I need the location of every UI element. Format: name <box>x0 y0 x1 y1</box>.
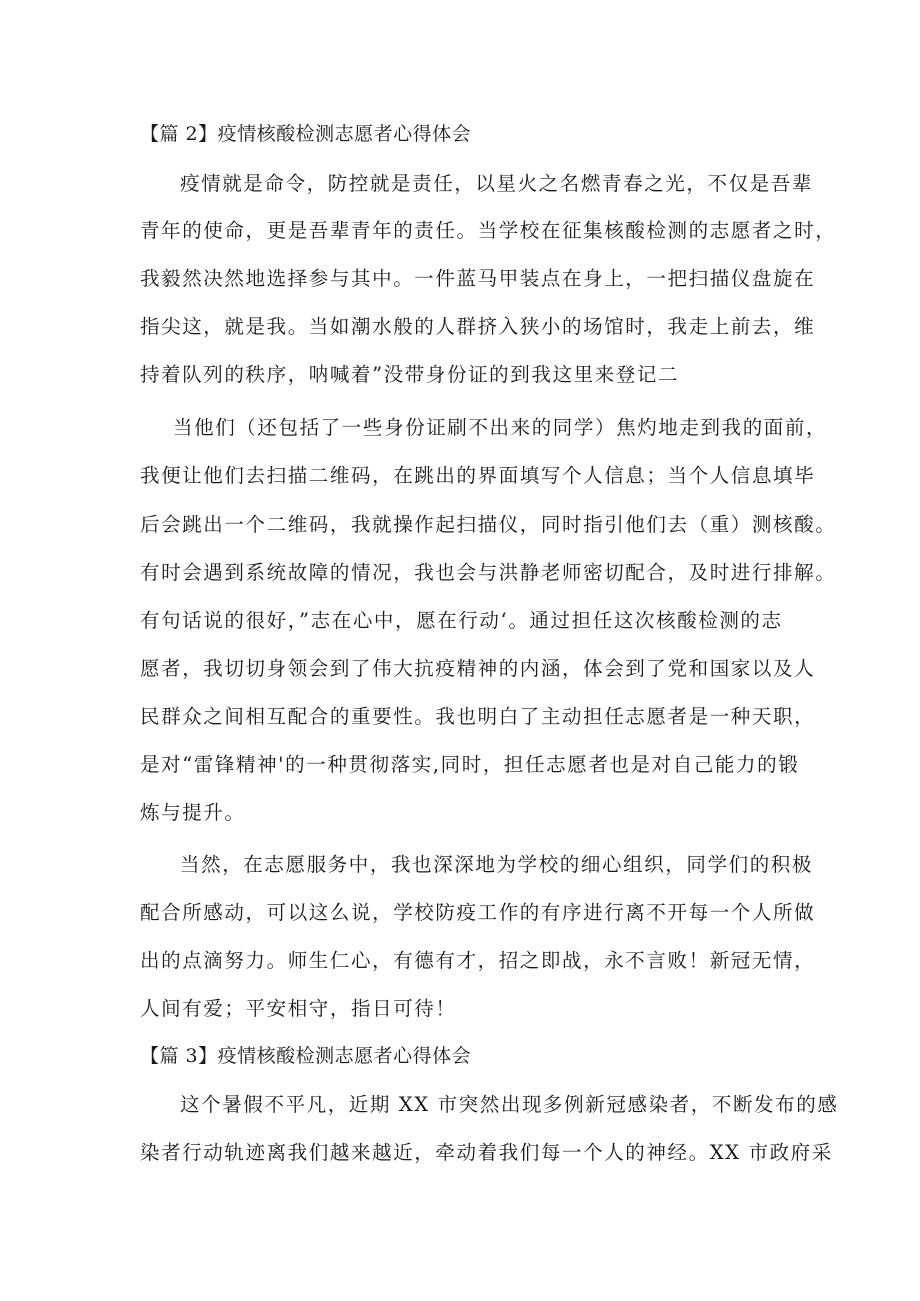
paragraph-line: 有时会遇到系统故障的情况，我也会与洪静老师密切配合，及时进行排解。 <box>140 561 837 584</box>
paragraph-line: 有句话说的很好，”志在心中，愿在行动‘。通过担任这次核酸检测的志 <box>140 609 783 632</box>
paragraph-line: 人间有爱；平安相守，指日可待！ <box>140 997 457 1020</box>
paragraph-line: 持着队列的秩序，呐喊着”没带身份证的到我这里来登记二 <box>140 363 680 386</box>
paragraph-line: 是对“雷锋精神'的一种贯彻落实,同时，担任志愿者也是对自己能力的锻 <box>140 753 800 776</box>
paragraph-line: 民群众之间相互配合的重要性。我也明白了主动担任志愿者是一种天职， <box>140 705 816 728</box>
paragraph-line: 指尖这，就是我。当如潮水般的人群挤入狭小的场馆时，我走上前去，维 <box>140 315 816 338</box>
paragraph-line: 这个暑假不平凡，近期 XX 市突然出现多例新冠感染者，不断发布的感 <box>180 1093 839 1116</box>
paragraph-line: 配合所感动，可以这么说，学校防疫工作的有序进行离不开每一个人所做 <box>140 901 816 924</box>
paragraph-line: 青年的使命，更是吾辈青年的责任。当学校在征集核酸检测的志愿者之时， <box>140 219 837 242</box>
section-heading-2: 【篇 2】疫情核酸检测志愿者心得体会 <box>140 123 472 145</box>
paragraph-line: 后会跳出一个二维码，我就操作起扫描仪，同时指引他们去（重）测核酸。 <box>140 513 837 536</box>
paragraph-line: 我便让他们去扫描二维码，在跳出的界面填写个人信息；当个人信息填毕 <box>140 464 816 487</box>
paragraph-line: 染者行动轨迹离我们越来越近，牵动着我们每一个人的神经。XX 市政府采 <box>140 1141 833 1164</box>
paragraph-line: 出的点滴努力。师生仁心，有德有才，招之即战，永不言败！新冠无情， <box>140 949 816 972</box>
paragraph-line: 当他们（还包括了一些身份证刷不出来的同学）焦灼地走到我的面前， <box>173 416 828 439</box>
paragraph-line: 我毅然决然地选择参与其中。一件蓝马甲装点在身上，一把扫描仪盘旋在 <box>140 267 816 290</box>
paragraph-line: 疫情就是命令，防控就是责任，以星火之名燃青春之光，不仅是吾辈 <box>180 172 814 195</box>
paragraph-line: 当然，在志愿服务中，我也深深地为学校的细心组织，同学们的积极 <box>180 853 814 876</box>
section-heading-3: 【篇 3】疫情核酸检测志愿者心得体会 <box>140 1045 472 1067</box>
paragraph-line: 炼与提升。 <box>140 801 246 824</box>
paragraph-line: 愿者，我切切身领会到了伟大抗疫精神的内涵，体会到了党和国家以及人 <box>140 657 816 680</box>
